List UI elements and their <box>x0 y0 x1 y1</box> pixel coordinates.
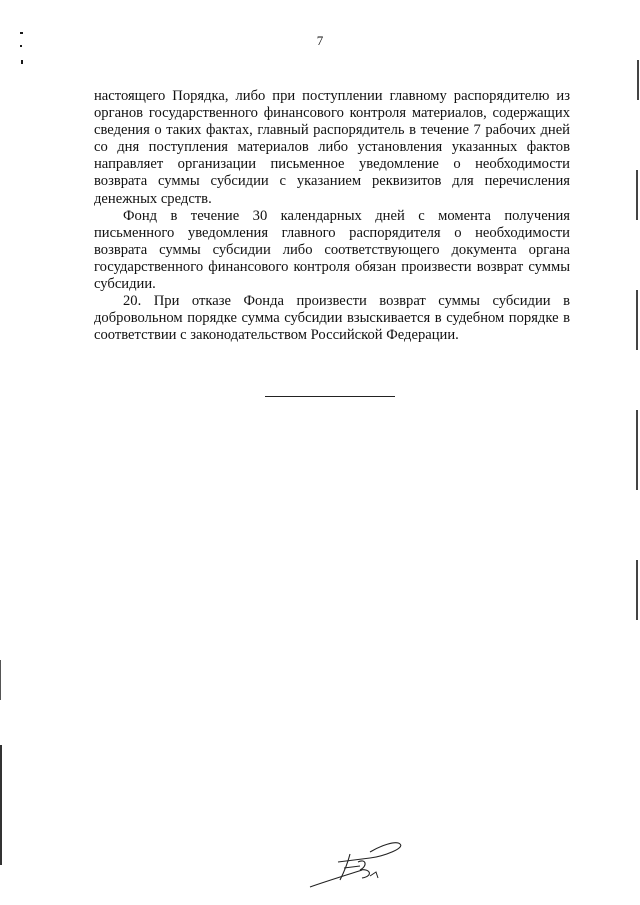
scan-mark-left-top-3 <box>21 60 23 64</box>
scan-edge-left-2 <box>0 660 1 700</box>
scan-edge-right-4 <box>636 560 638 620</box>
scan-edge-right-2 <box>636 290 638 350</box>
page-number: 7 <box>316 33 324 48</box>
paragraph-fund-return: Фонд в течение 30 календарных дней с момента получения письменного уведомления главного распорядителя о необходимости возврата суммы субсидии либо соответствующего документа органа государственного финансового контроля обязан произвести возврат суммы субсидии. <box>94 207 570 293</box>
scan-edge-right-3 <box>636 410 638 490</box>
scan-edge-right-1 <box>636 170 638 220</box>
paragraph-20-enforcement: 20. При отказе Фонда произвести возврат суммы субсидии в добровольном порядке сумма субсидии взыскивается в судебном порядке в соответствии с законодательством Российской Федерации. <box>94 293 570 344</box>
scan-edge-right-top <box>637 60 639 100</box>
end-separator-line <box>265 396 395 397</box>
document-body <box>94 88 570 344</box>
paragraph-continuation: настоящего Порядка, либо при поступлении главному распорядителю из органов государственного финансового контроля материалов, содержащих сведения о таких фактах, главный распорядитель в течение 7 рабочих дней со дня поступления материалов либо установления указанных фактов направляет организации письменное уведомление о необходимости возврата суммы субсидии с указанием реквизитов для перечисления денежных средств. <box>94 88 570 207</box>
scan-edge-left <box>0 745 2 865</box>
scan-mark-left-top <box>20 32 23 34</box>
scan-mark-left-top-2 <box>20 45 22 47</box>
handwritten-signature <box>300 832 420 892</box>
